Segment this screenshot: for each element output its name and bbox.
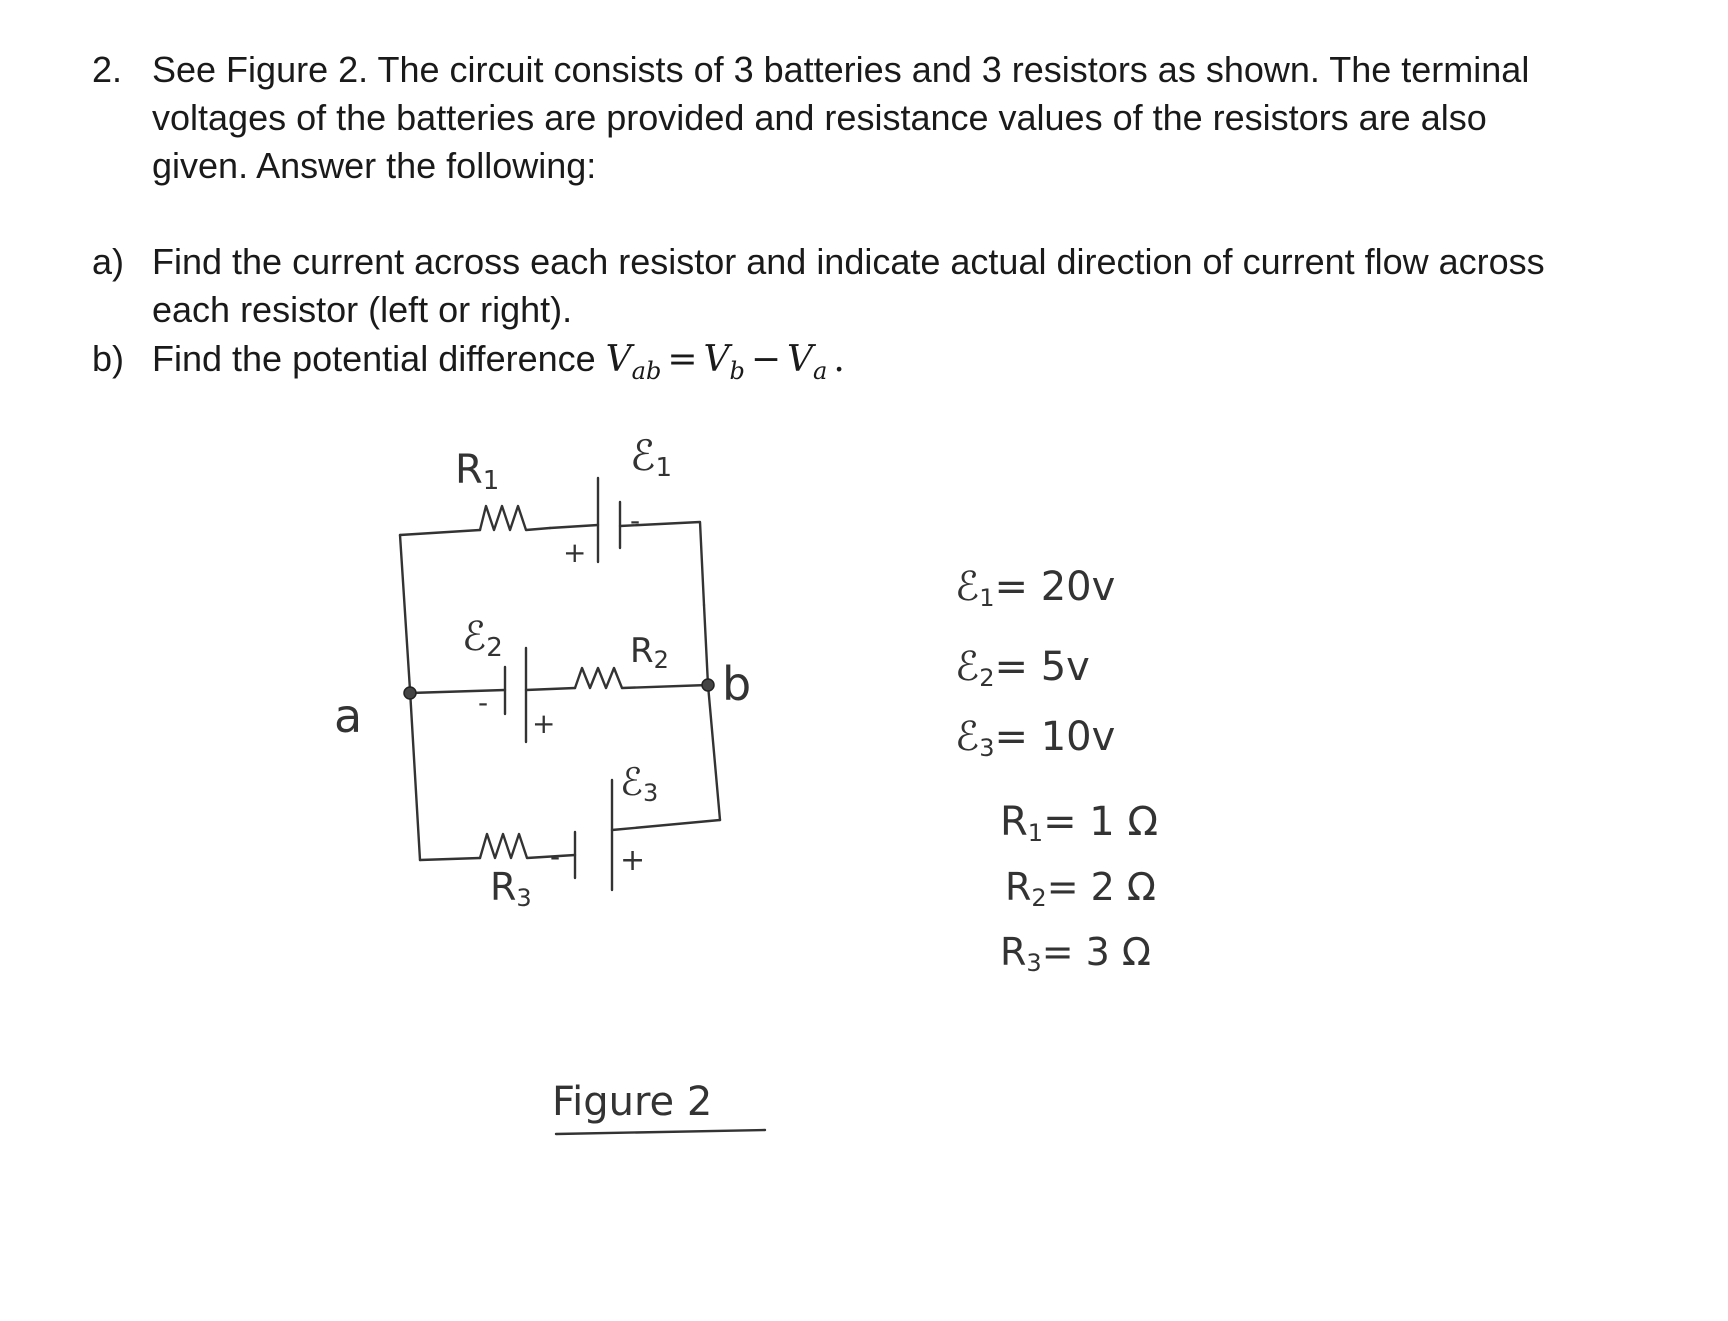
component-values: [955, 564, 1158, 977]
resistor-r3: [480, 834, 575, 858]
label-e2: ℰ2: [462, 614, 503, 663]
vab-equation: $V_{ab} = V_b - V_a$ .: [605, 339, 845, 386]
e3-minus: -: [550, 840, 561, 873]
part-b-prompt: Find the potential difference: [152, 338, 596, 379]
e2-plus: +: [532, 707, 556, 740]
caption-underline: [556, 1130, 765, 1134]
right-rail-bottom: [708, 685, 720, 820]
figure-caption: Figure 2: [552, 1079, 713, 1125]
e1-minus: -: [630, 504, 641, 537]
part-a-line-2: each resistor (left or right).: [152, 289, 573, 330]
e3-plus: +: [620, 843, 646, 878]
label-e1: ℰ1: [630, 431, 672, 483]
label-r2: R2: [630, 631, 669, 674]
left-rail-bottom: [410, 690, 420, 860]
resistor-r1: [480, 506, 550, 530]
part-a-line-1: Find the current across each resistor and indicate actual direction of current flow across: [152, 241, 1545, 282]
intro-line-1: See Figure 2. The circuit consists of 3 batteries and 3 resistors as shown. The terminal: [152, 49, 1530, 90]
value-e2: ℰ2= 5v: [955, 644, 1090, 692]
node-b-dot: [702, 679, 714, 691]
part-a-label: a): [92, 241, 125, 282]
bottom-branch: [420, 760, 720, 912]
node-a-dot: [404, 687, 416, 699]
e1-plus: +: [563, 536, 587, 569]
label-r3: R3: [490, 865, 532, 912]
intro-line-3: given. Answer the following:: [152, 145, 597, 186]
part-b-label: b): [92, 338, 125, 379]
label-r1: R1: [455, 447, 500, 496]
problem-number: 2.: [92, 49, 123, 90]
value-r1: R1= 1 Ω: [1000, 799, 1159, 847]
right-rail-top: [704, 605, 708, 685]
label-e3: ℰ3: [620, 760, 659, 807]
value-e3: ℰ3= 10v: [955, 714, 1116, 762]
value-r3: R3= 3 Ω: [1000, 930, 1151, 977]
node-a-label: a: [334, 689, 363, 743]
middle-branch: [410, 614, 708, 742]
top-branch: [400, 431, 704, 605]
e2-minus: -: [478, 686, 489, 719]
resistor-r2: [575, 668, 708, 688]
node-b-label: b: [722, 657, 752, 711]
intro-line-2: voltages of the batteries are provided and resistance values of the resistors are also: [152, 97, 1487, 138]
left-rail-top: [400, 535, 410, 690]
value-r2: R2= 2 Ω: [1005, 865, 1156, 912]
value-e1: ℰ1= 20v: [955, 564, 1116, 612]
